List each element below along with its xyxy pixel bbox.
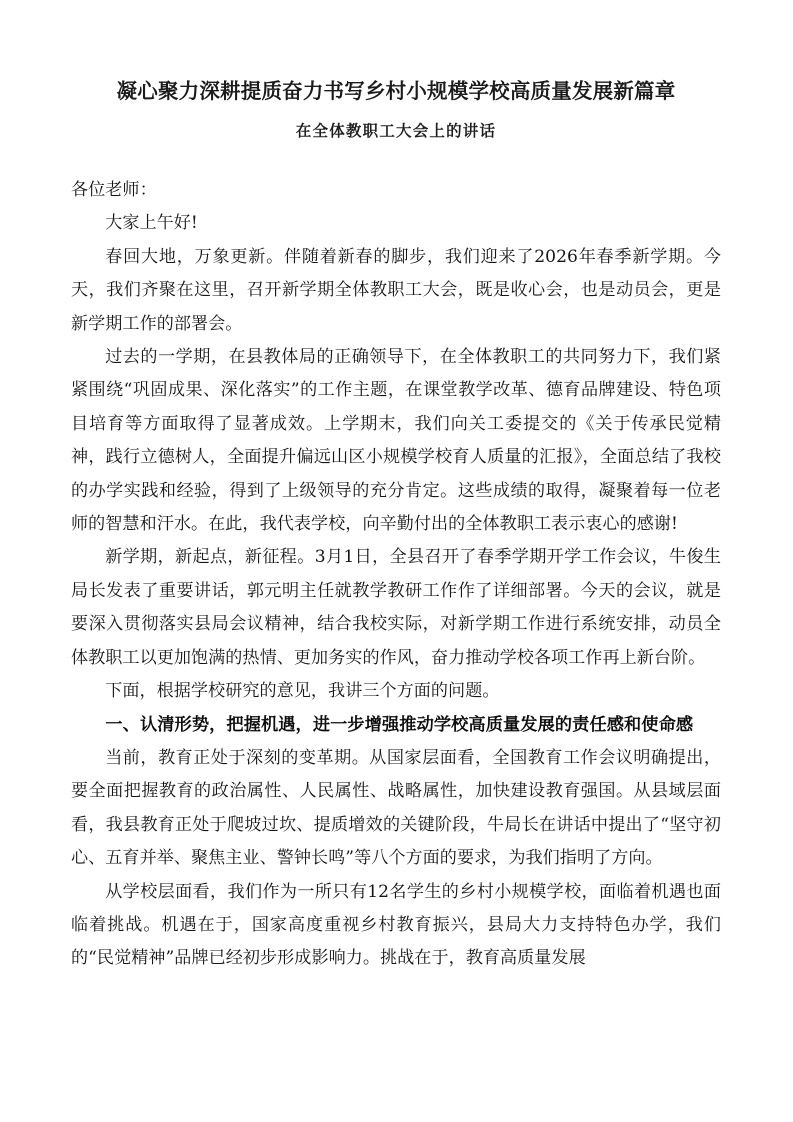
paragraph-opening: 春回大地，万象更新。伴随着新春的脚步，我们迎来了2026年春季新学期。今天，我们齐聚在这里，召开新学期全体教职工大会，既是收心会，也是动员会，更是新学期工作的部署会。 [71, 246, 721, 334]
salutation: 各位老师： [71, 180, 157, 200]
page-subtitle: 在全体教职工大会上的讲话 [295, 121, 497, 140]
paragraph-situation-school: 从学校层面看，我们作为一所只有12名学生的乡村小规模学校，面临着机遇也面临着挑战。机遇在于，国家高度重视乡村教育振兴，县局大力支持特色办学，我们的“民觉精神”品牌已经初步形成影响力。挑战在于，教育高质量发展 [71, 881, 721, 969]
section-heading-one: 一、认清形势，把握机遇，进一步增强推动学校高质量发展的责任感和使命感 [105, 714, 694, 735]
paragraph-greeting: 大家上午好! [105, 213, 198, 234]
paragraph-review: 过去的一学期，在县教体局的正确领导下，在全体教职工的共同努力下，我们紧紧围绕“巩固成果、深化落实”的工作主题，在课堂教学改革、德育品牌建设、特色项目培育等方面取得了显著成效。上学期末，我们向关工委提交的《关于传承民觉精神，践行立德树人，全面提升偏远山区小规模学校育人质量的汇报》，全面总结了我校的办学实践和经验，得到了上级领导的充分肯定。这些成绩的取得，凝聚着每一位老师的智慧和汗水。在此，我代表学校，向辛勤付出的全体教职工表示衷心的感谢! [71, 347, 721, 535]
paragraph-situation-national: 当前，教育正处于深刻的变革期。从国家层面看，全国教育工作会议明确提出，要全面把握教育的政治属性、人民属性、战略属性，加快建设教育强国。从县域层面看，我县教育正处于爬坡过坎、提质增效的关键阶段，牛局长在讲话中提出了“坚守初心、五育并举、聚焦主业、警钟长鸣”等八个方面的要求，为我们指明了方向。 [71, 747, 721, 869]
paragraph-new-term: 新学期，新起点，新征程。3月1日，全县召开了春季学期开学工作会议，牛俊生局长发表了重要讲话，郭元明主任就教学教研工作作了详细部署。今天的会议，就是要深入贯彻落实县局会议精神，结合我校实际，对新学期工作进行系统安排，动员全体教职工以更加饱满的热情、更加务实的作风，奋力推动学校各项工作再上新台阶。 [71, 547, 721, 668]
document-body [71, 144, 721, 976]
page-title: 凝心聚力深耕提质奋力书写乡村小规模学校高质量发展新篇章 [116, 79, 676, 103]
page-content [71, 0, 721, 976]
paragraph-outline: 下面，根据学校研究的意见，我讲三个方面的问题。 [105, 681, 500, 702]
